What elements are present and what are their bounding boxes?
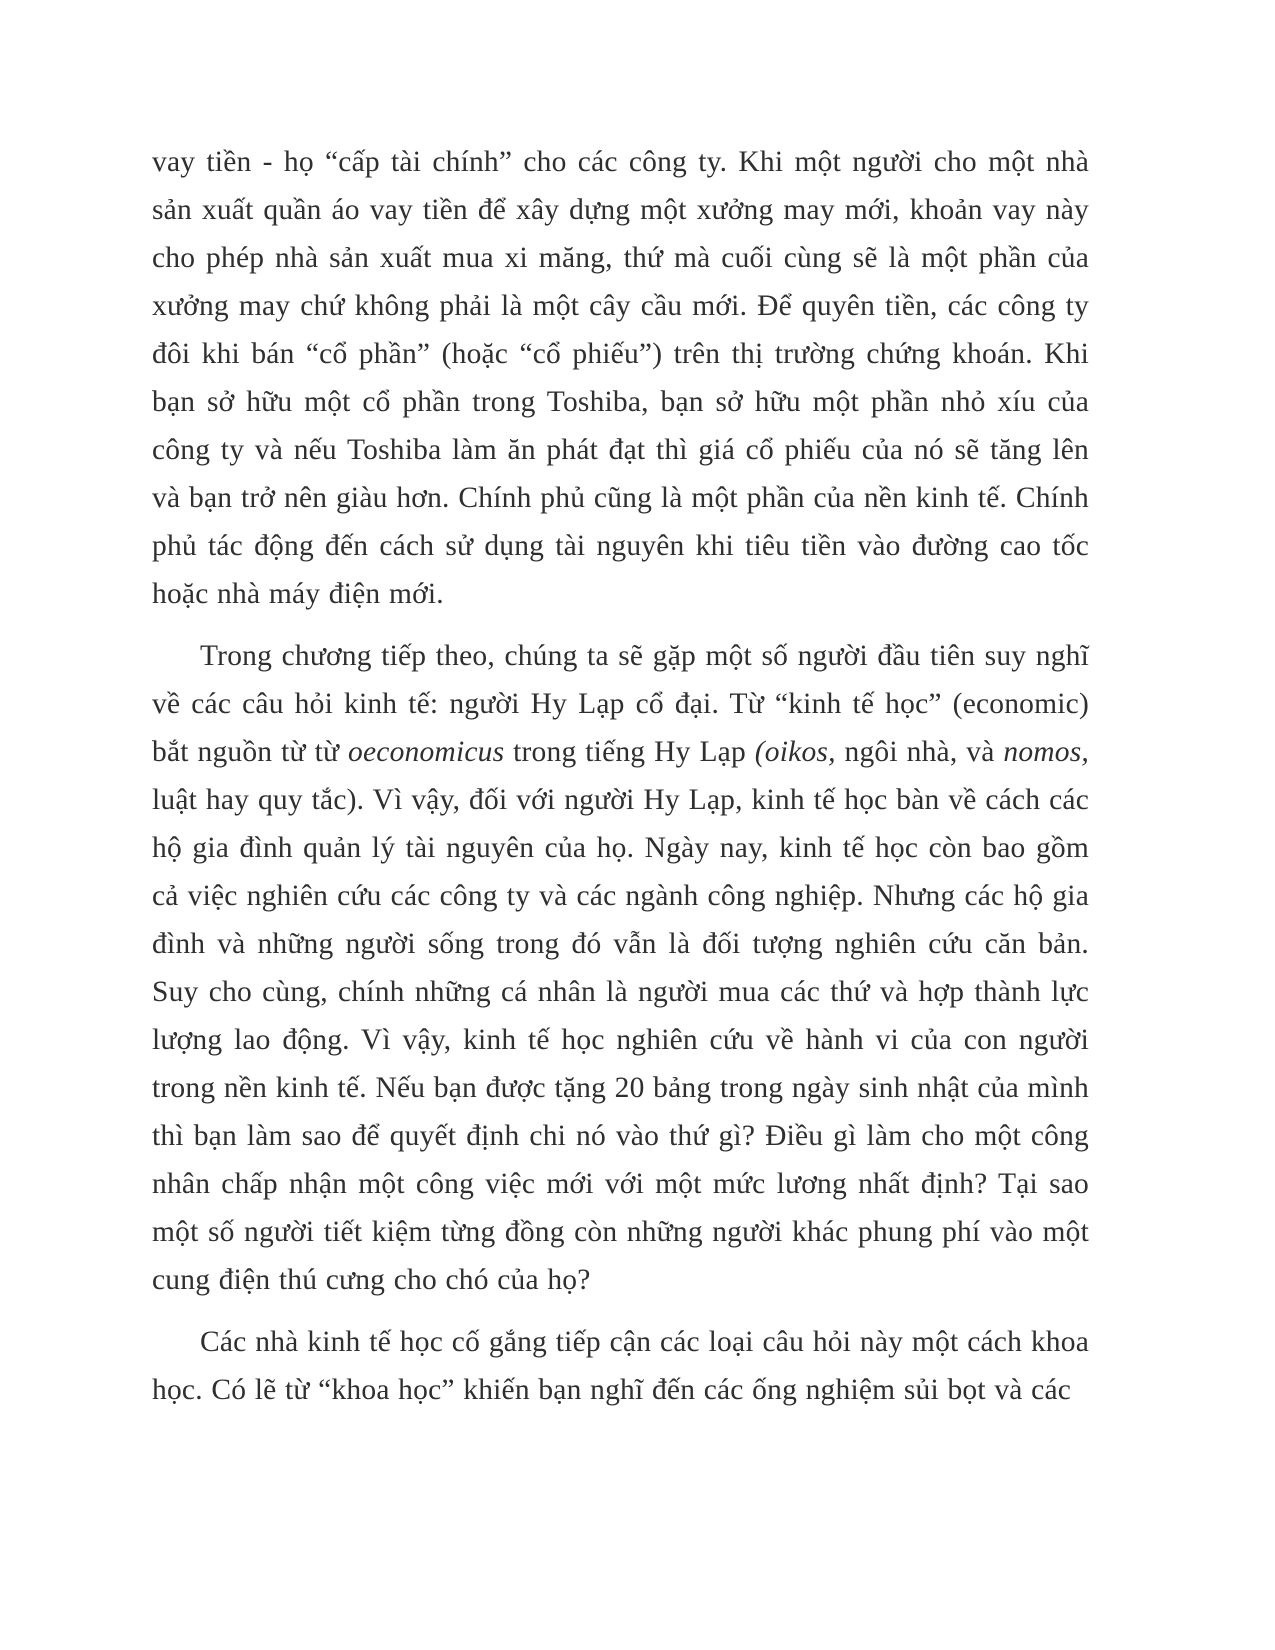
paragraph-text: ngôi nhà, và bbox=[835, 736, 1004, 768]
paragraph-text-italic: nomos, bbox=[1003, 736, 1089, 768]
paragraph-text: vay tiền - họ “cấp tài chính” cho các công ty. Khi một người cho một nhà sản xuất quần áo vay tiền để xây dựng một xưởng may mới, khoản vay này cho phép nhà sản xuất mua xi măng, thứ mà cuối cùng sẽ là một phần của xưởng may chứ không phải là một cây cầu mới. Để quyên tiền, các công ty đôi khi bán “cổ phần” (hoặc “cổ phiếu”) trên thị trường chứng khoán. Khi bạn sở hữu một cổ phần trong Toshiba, bạn sở hữu một phần nhỏ xíu của công ty và nếu Toshiba làm ăn phát đạt thì giá cổ phiếu của nó sẽ tăng lên và bạn trở nên giàu hơn. Chính phủ cũng là một phần của nền kinh tế. Chính phủ tác động đến cách sử dụng tài nguyên khi tiêu tiền vào đường cao tốc hoặc nhà máy điện mới. bbox=[152, 146, 1089, 610]
paragraph bbox=[152, 632, 1089, 1304]
paragraph-text-italic: (oikos, bbox=[754, 736, 836, 768]
paragraph bbox=[152, 1318, 1089, 1414]
paragraph-text-italic: oeconomicus bbox=[348, 736, 505, 768]
paragraph-text: trong tiếng Hy Lạp bbox=[504, 736, 755, 768]
paragraph-text: Trong chương tiếp theo, chúng ta sẽ gặp một số người đầu tiên suy nghĩ về các câu hỏi kinh tế: người Hy Lạp cổ đại. Từ “kinh tế học” (economic) bắt nguồn từ từ bbox=[152, 640, 1089, 768]
paragraph-text: luật hay quy tắc). Vì vậy, đối với người Hy Lạp, kinh tế học bàn về cách các hộ gia đình quản lý tài nguyên của họ. Ngày nay, kinh tế học còn bao gồm cả việc nghiên cứu các công ty và các ngành công nghiệp. Nhưng các hộ gia đình và những người sống trong đó vẫn là đối tượng nghiên cứu căn bản. Suy cho cùng, chính những cá nhân là người mua các thứ và hợp thành lực lượng lao động. Vì vậy, kinh tế học nghiên cứu về hành vi của con người trong nền kinh tế. Nếu bạn được tặng 20 bảng trong ngày sinh nhật của mình thì bạn làm sao để quyết định chi nó vào thứ gì? Điều gì làm cho một công nhân chấp nhận một công việc mới với một mức lương nhất định? Tại sao một số người tiết kiệm từng đồng còn những người khác phung phí vào một cung điện thú cưng cho chó của họ? bbox=[152, 784, 1089, 1296]
paragraph-text: Các nhà kinh tế học cố gắng tiếp cận các loại câu hỏi này một cách khoa học. Có lẽ từ “khoa học” khiến bạn nghĩ đến các ống nghiệm sủi bọt và các bbox=[152, 1326, 1089, 1406]
paragraph bbox=[152, 138, 1089, 618]
